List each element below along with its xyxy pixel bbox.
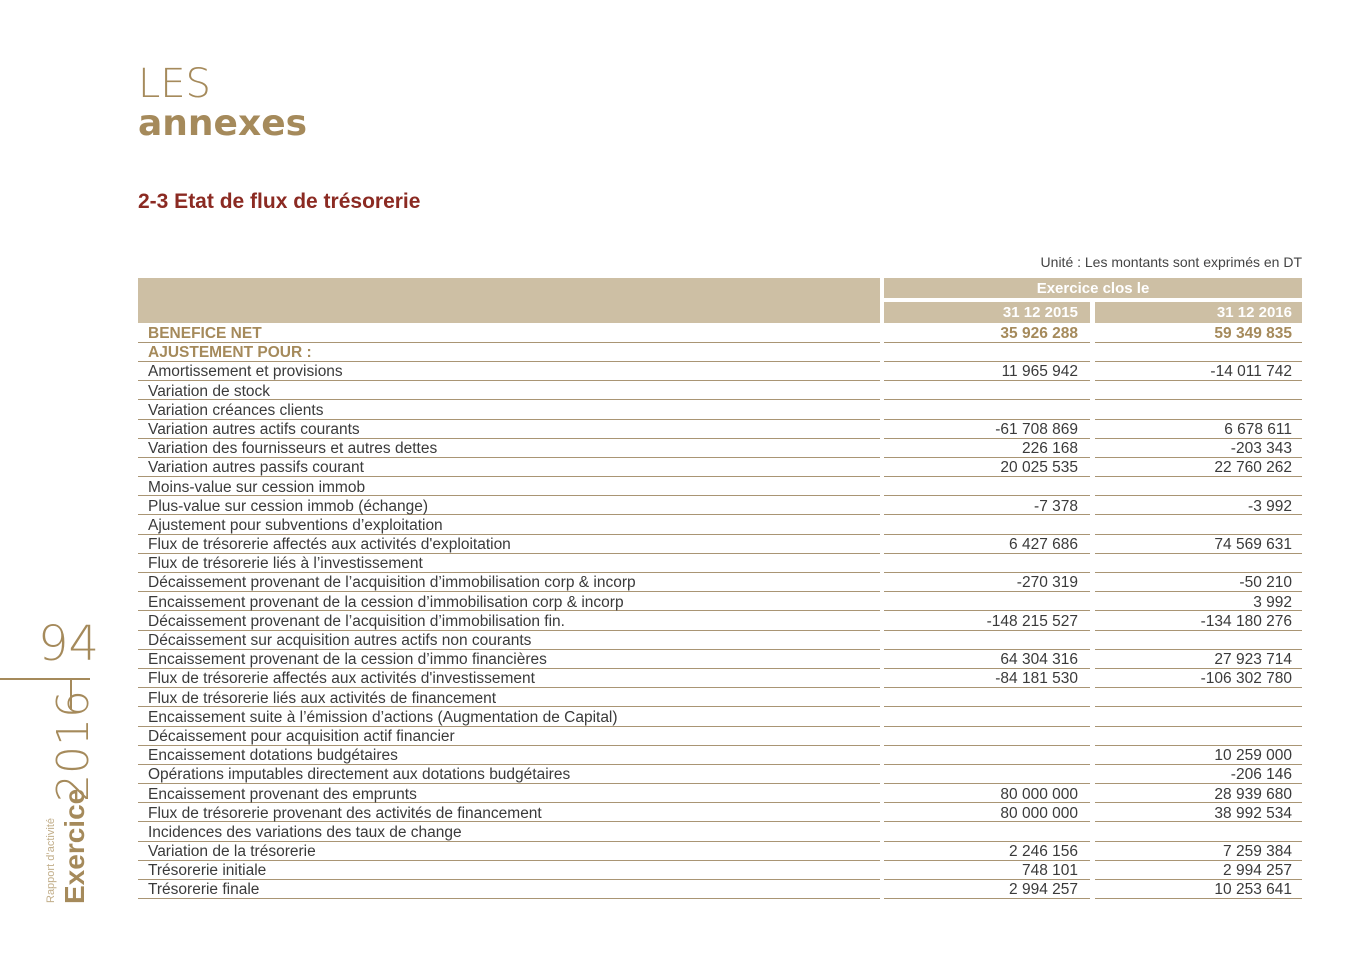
row-label: Encaissement suite à l’émission d’actions (Augmentation de Capital)	[138, 709, 880, 727]
row-label: Encaissement provenant de la cession d’immo financières	[138, 651, 880, 669]
table-row	[138, 728, 1302, 747]
value-2015	[884, 517, 1090, 535]
row-label: Décaissement sur acquisition autres actifs non courants	[138, 632, 880, 650]
table-row	[138, 881, 1302, 900]
row-label: Variation créances clients	[138, 402, 880, 420]
value-2015	[884, 479, 1090, 497]
value-2015: -84 181 530	[884, 670, 1090, 688]
value-2016: 6 678 611	[1095, 421, 1302, 439]
row-label: Décaissement provenant de l’acquisition d’immobilisation fin.	[138, 613, 880, 631]
header-year-2016: 31 12 2016	[1095, 302, 1302, 323]
value-2016: -206 146	[1095, 766, 1302, 784]
value-2015: -148 215 527	[884, 613, 1090, 631]
row-label: Ajustement pour subventions d’exploitation	[138, 517, 880, 535]
side-divider	[0, 678, 90, 680]
table-row	[138, 805, 1302, 824]
table-row	[138, 786, 1302, 805]
row-label: Moins-value sur cession immob	[138, 479, 880, 497]
value-2016: -3 992	[1095, 498, 1302, 516]
value-2016: -14 011 742	[1095, 363, 1302, 381]
value-2016	[1095, 728, 1302, 746]
page-number: 94	[38, 616, 100, 672]
row-label: Variation de la trésorerie	[138, 843, 880, 861]
value-2015	[884, 594, 1090, 612]
value-2016: -50 210	[1095, 574, 1302, 592]
value-2016: -203 343	[1095, 440, 1302, 458]
row-label: Variation autres passifs courant	[138, 459, 880, 477]
value-2015: 6 427 686	[884, 536, 1090, 554]
row-label: Trésorerie finale	[138, 881, 880, 899]
value-2016: 38 992 534	[1095, 805, 1302, 823]
row-label: Flux de trésorerie affectés aux activités d'exploitation	[138, 536, 880, 554]
row-label: Décaissement provenant de l’acquisition d’immobilisation corp & incorp	[138, 574, 880, 592]
value-2016	[1095, 632, 1302, 650]
table-row	[138, 536, 1302, 555]
table-row	[138, 747, 1302, 766]
value-2015	[884, 344, 1090, 362]
row-label: Amortissement et provisions	[138, 363, 880, 381]
value-2016: -134 180 276	[1095, 613, 1302, 631]
row-label: Décaissement pour acquisition actif financier	[138, 728, 880, 746]
value-2016: 22 760 262	[1095, 459, 1302, 477]
row-label: BENEFICE NET	[138, 325, 880, 343]
value-2016	[1095, 402, 1302, 420]
value-2015: -270 319	[884, 574, 1090, 592]
value-2016	[1095, 690, 1302, 708]
row-label: Incidences des variations des taux de change	[138, 824, 880, 842]
value-2015: 226 168	[884, 440, 1090, 458]
value-2015	[884, 402, 1090, 420]
table-row	[138, 421, 1302, 440]
value-2016: 27 923 714	[1095, 651, 1302, 669]
value-2016	[1095, 517, 1302, 535]
table-row	[138, 651, 1302, 670]
section-title: 2-3 Etat de flux de trésorerie	[138, 190, 421, 213]
year-label: 2016	[48, 690, 99, 802]
row-label: Trésorerie initiale	[138, 862, 880, 880]
value-2015: -61 708 869	[884, 421, 1090, 439]
row-label: Opérations imputables directement aux dotations budgétaires	[138, 766, 880, 784]
header-annexes: annexes	[138, 103, 308, 144]
row-label: Flux de trésorerie liés aux activités de financement	[138, 690, 880, 708]
value-2016: 10 253 641	[1095, 881, 1302, 899]
value-2016	[1095, 555, 1302, 573]
table-row	[138, 824, 1302, 843]
value-2015: 748 101	[884, 862, 1090, 880]
table-row	[138, 843, 1302, 862]
table-row	[138, 325, 1302, 344]
row-label: Plus-value sur cession immob (échange)	[138, 498, 880, 516]
table-row	[138, 613, 1302, 632]
table-row	[138, 344, 1302, 363]
value-2015: 80 000 000	[884, 805, 1090, 823]
unit-note: Unité : Les montants sont exprimés en DT	[1040, 254, 1302, 270]
value-2015: 80 000 000	[884, 786, 1090, 804]
row-label: AJUSTEMENT POUR :	[138, 344, 880, 362]
table-row	[138, 632, 1302, 651]
value-2015: 2 246 156	[884, 843, 1090, 861]
table-row	[138, 498, 1302, 517]
report-caption: Rapport d’activité	[45, 818, 57, 903]
row-label: Variation de stock	[138, 383, 880, 401]
value-2016: 7 259 384	[1095, 843, 1302, 861]
value-2015	[884, 766, 1090, 784]
value-2015: 64 304 316	[884, 651, 1090, 669]
table-row	[138, 440, 1302, 459]
table-row	[138, 766, 1302, 785]
table-row	[138, 555, 1302, 574]
row-label: Encaissement provenant de la cession d’immobilisation corp & incorp	[138, 594, 880, 612]
row-label: Encaissement provenant des emprunts	[138, 786, 880, 804]
table-row	[138, 690, 1302, 709]
exercice-label: Exercice	[59, 788, 90, 904]
header-les: LES	[138, 61, 211, 107]
value-2015: 35 926 288	[884, 325, 1090, 343]
value-2015	[884, 728, 1090, 746]
row-label: Variation des fournisseurs et autres dettes	[138, 440, 880, 458]
value-2016: -106 302 780	[1095, 670, 1302, 688]
value-2015	[884, 747, 1090, 765]
table-row	[138, 517, 1302, 536]
row-label: Flux de trésorerie affectés aux activités d'investissement	[138, 670, 880, 688]
value-2015: 20 025 535	[884, 459, 1090, 477]
value-2015	[884, 709, 1090, 727]
cash-flow-table	[138, 325, 1302, 901]
header-label-cell	[138, 278, 880, 323]
value-2016: 2 994 257	[1095, 862, 1302, 880]
value-2016	[1095, 383, 1302, 401]
row-label: Variation autres actifs courants	[138, 421, 880, 439]
table-row	[138, 574, 1302, 593]
row-label: Flux de trésorerie provenant des activités de financement	[138, 805, 880, 823]
table-row	[138, 383, 1302, 402]
value-2016: 10 259 000	[1095, 747, 1302, 765]
value-2016	[1095, 709, 1302, 727]
row-label: Encaissement dotations budgétaires	[138, 747, 880, 765]
table-row	[138, 670, 1302, 689]
value-2015	[884, 824, 1090, 842]
value-2016: 74 569 631	[1095, 536, 1302, 554]
value-2015	[884, 555, 1090, 573]
value-2015	[884, 632, 1090, 650]
table-row	[138, 479, 1302, 498]
value-2016	[1095, 479, 1302, 497]
table-row	[138, 862, 1302, 881]
value-2015: 2 994 257	[884, 881, 1090, 899]
value-2016: 3 992	[1095, 594, 1302, 612]
table-row	[138, 709, 1302, 728]
value-2015	[884, 690, 1090, 708]
value-2016	[1095, 824, 1302, 842]
header-exercice-clos: Exercice clos le	[884, 278, 1302, 298]
value-2015: -7 378	[884, 498, 1090, 516]
value-2015	[884, 383, 1090, 401]
value-2016	[1095, 344, 1302, 362]
value-2016: 59 349 835	[1095, 325, 1302, 343]
value-2015: 11 965 942	[884, 363, 1090, 381]
row-label: Flux de trésorerie liés à l’investissement	[138, 555, 880, 573]
table-row	[138, 594, 1302, 613]
table-header	[138, 278, 1302, 323]
table-row	[138, 363, 1302, 382]
value-2016: 28 939 680	[1095, 786, 1302, 804]
table-row	[138, 459, 1302, 478]
header-year-2015: 31 12 2015	[884, 302, 1090, 323]
table-row	[138, 402, 1302, 421]
